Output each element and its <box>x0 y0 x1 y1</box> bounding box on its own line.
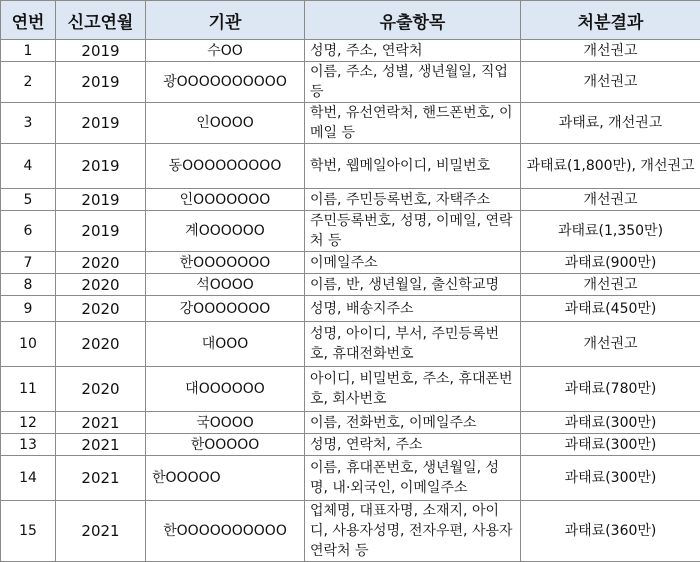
cell-no: 4 <box>1 144 56 189</box>
cell-items: 이름, 전화번호, 이메일주소 <box>305 412 521 434</box>
cell-items: 학번, 유선연락처, 핸드폰번호, 이메일 등 <box>305 103 521 144</box>
cell-no: 15 <box>1 501 56 562</box>
cell-no: 10 <box>1 322 56 367</box>
cell-date: 2019 <box>56 40 146 62</box>
table-row <box>1 62 700 103</box>
cell-result: 과태료(900만) <box>521 252 700 274</box>
table-row <box>1 296 700 322</box>
cell-date: 2019 <box>56 103 146 144</box>
cell-agency: 광OOOOOOOOOO <box>146 62 305 103</box>
cell-items: 이메일주소 <box>305 252 521 274</box>
cell-agency: 수OO <box>146 40 305 62</box>
cell-agency: 대OOO <box>146 322 305 367</box>
cell-result: 과태료, 개선권고 <box>521 103 700 144</box>
header-date: 신고연월 <box>56 1 146 40</box>
cell-no: 12 <box>1 412 56 434</box>
cell-result: 과태료(360만) <box>521 501 700 562</box>
table-row <box>1 434 700 456</box>
cell-items: 성명, 배송지주소 <box>305 296 521 322</box>
cell-date: 2021 <box>56 456 146 501</box>
cell-date: 2020 <box>56 274 146 296</box>
cell-agency: 계OOOOOO <box>146 211 305 252</box>
table-row <box>1 274 700 296</box>
cell-agency: 한OOOOO <box>146 434 305 456</box>
cell-date: 2021 <box>56 434 146 456</box>
cell-result: 개선권고 <box>521 40 700 62</box>
cell-no: 6 <box>1 211 56 252</box>
cell-agency: 인OOOO <box>146 103 305 144</box>
cell-agency: 동OOOOOOOOO <box>146 144 305 189</box>
cell-result: 과태료(300만) <box>521 412 700 434</box>
cell-no: 7 <box>1 252 56 274</box>
cell-date: 2020 <box>56 252 146 274</box>
cell-result: 과태료(1,350만) <box>521 211 700 252</box>
cell-agency: 대OOOOOO <box>146 367 305 412</box>
cell-date: 2019 <box>56 144 146 189</box>
cell-no: 9 <box>1 296 56 322</box>
table-row <box>1 412 700 434</box>
header-agency: 기관 <box>146 1 305 40</box>
cell-items: 업체명, 대표자명, 소재지, 아이디, 사용자성명, 전자우편, 사용자연락처 등 <box>305 501 521 562</box>
header-items: 유출항목 <box>305 1 521 40</box>
cell-agency: 한OOOOOOO <box>146 252 305 274</box>
cell-agency: 한OOOOOOOOOO <box>146 501 305 562</box>
header-no: 연번 <box>1 1 56 40</box>
cell-agency: 한OOOOO <box>146 456 305 501</box>
header-result: 처분결과 <box>521 1 700 40</box>
cell-items: 학번, 웹메일아이디, 비밀번호 <box>305 144 521 189</box>
cell-result: 개선권고 <box>521 62 700 103</box>
cell-no: 1 <box>1 40 56 62</box>
table-row <box>1 103 700 144</box>
cell-date: 2020 <box>56 296 146 322</box>
cell-result: 과태료(780만) <box>521 367 700 412</box>
cell-date: 2019 <box>56 211 146 252</box>
cell-items: 이름, 반, 생년월일, 출신학교명 <box>305 274 521 296</box>
cell-items: 성명, 아이디, 부서, 주민등록번호, 휴대전화번호 <box>305 322 521 367</box>
cell-agency: 인OOOOOOO <box>146 189 305 211</box>
cell-no: 8 <box>1 274 56 296</box>
table-row <box>1 456 700 501</box>
cell-agency: 강OOOOOOO <box>146 296 305 322</box>
cell-no: 13 <box>1 434 56 456</box>
cell-date: 2019 <box>56 189 146 211</box>
cell-date: 2021 <box>56 412 146 434</box>
cell-date: 2020 <box>56 322 146 367</box>
table-row <box>1 501 700 562</box>
cell-result: 과태료(300만) <box>521 456 700 501</box>
table-row <box>1 189 700 211</box>
cell-result: 과태료(1,800만), 개선권고 <box>521 144 700 189</box>
cell-no: 3 <box>1 103 56 144</box>
cell-result: 개선권고 <box>521 322 700 367</box>
cell-date: 2019 <box>56 62 146 103</box>
cell-items: 이름, 주민등록번호, 자택주소 <box>305 189 521 211</box>
table-row <box>1 211 700 252</box>
cell-date: 2020 <box>56 367 146 412</box>
cell-result: 과태료(300만) <box>521 434 700 456</box>
cell-no: 11 <box>1 367 56 412</box>
cell-result: 개선권고 <box>521 189 700 211</box>
cell-items: 이름, 휴대폰번호, 생년월일, 성명, 내·외국인, 이메일주소 <box>305 456 521 501</box>
table-row <box>1 144 700 189</box>
table-header-row <box>1 1 700 40</box>
cell-items: 아이디, 비밀번호, 주소, 휴대폰번호, 회사번호 <box>305 367 521 412</box>
cell-agency: 석OOOO <box>146 274 305 296</box>
cell-items: 성명, 주소, 연락처 <box>305 40 521 62</box>
cell-items: 주민등록번호, 성명, 이메일, 연락처 등 <box>305 211 521 252</box>
cell-no: 5 <box>1 189 56 211</box>
cell-no: 2 <box>1 62 56 103</box>
table-row <box>1 40 700 62</box>
cell-result: 개선권고 <box>521 274 700 296</box>
table-row <box>1 252 700 274</box>
cell-no: 14 <box>1 456 56 501</box>
cell-date: 2021 <box>56 501 146 562</box>
cell-result: 과태료(450만) <box>521 296 700 322</box>
cell-agency: 국OOOO <box>146 412 305 434</box>
cell-items: 이름, 주소, 성별, 생년월일, 직업 등 <box>305 62 521 103</box>
table-row <box>1 322 700 367</box>
table-row <box>1 367 700 412</box>
cell-items: 성명, 연락처, 주소 <box>305 434 521 456</box>
